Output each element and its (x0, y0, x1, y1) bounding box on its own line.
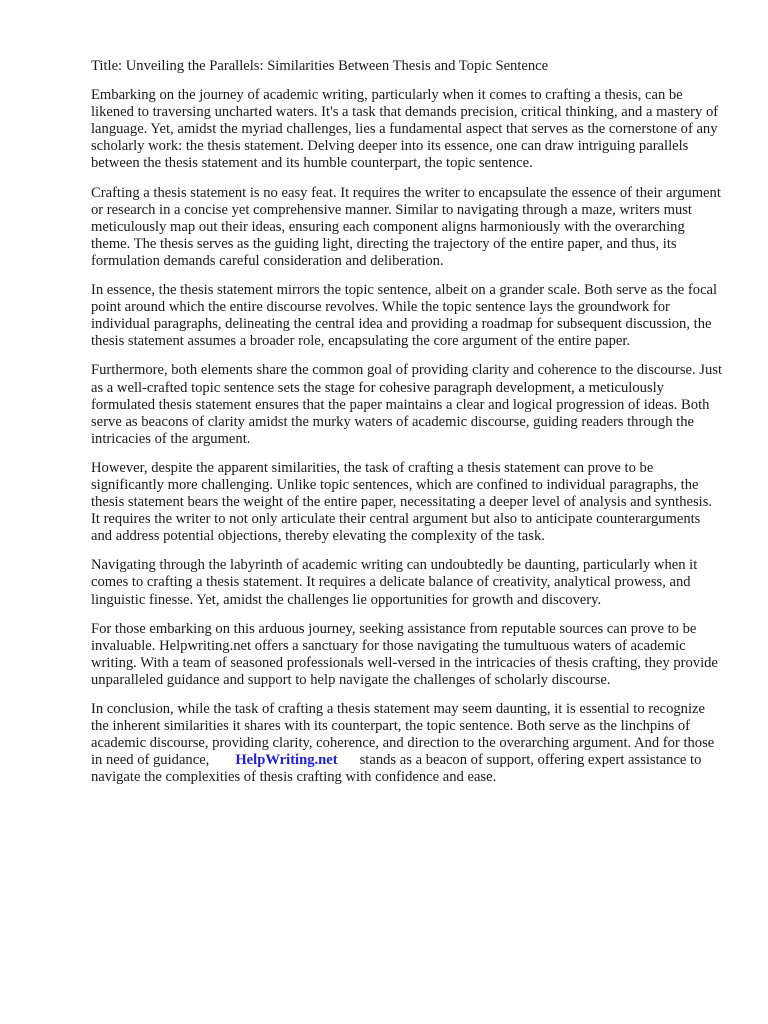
paragraph-conclusion (91, 701, 723, 786)
helpwriting-link[interactable]: HelpWriting.net (235, 752, 338, 769)
conclusion-text-before-link: In conclusion, while the task of crafting a thesis statement may seem daunting, it is essential to recognize the inherent similarities it shares with its counterpart, the topic sentence. Both serve as the linchpins of academic discourse, providing clarity, coherence, and direction to the overarching argument. And for those in need of guidance, (91, 701, 715, 769)
paragraph-intro: Embarking on the journey of academic writing, particularly when it comes to crafting a thesis, can be likened to traversing uncharted waters. It's a task that demands precision, critical thinking, and a mastery of language. Yet, amidst the myriad challenges, lies a fundamental aspect that serves as the cornerstone of any scholarly work: the thesis statement. Delving deeper into its essence, one can draw intriguing parallels between the thesis statement and its humble counterpart, the topic sentence. (91, 87, 719, 172)
document-page (91, 58, 723, 786)
paragraph-clarity: Furthermore, both elements share the common goal of providing clarity and coherence to the discourse. Just as a well-crafted topic sentence sets the stage for cohesive paragraph development, a meticulously formulated thesis statement ensures that the paper maintains a clear and logical progression of ideas. Both serve as beacons of clarity amidst the murky waters of academic discourse, guiding readers through the intricacies of the argument. (91, 362, 723, 447)
paragraph-challenges: However, despite the apparent similarities, the task of crafting a thesis statement can prove to be significantly more challenging. Unlike topic sentences, which are confined to individual paragraphs, the thesis statement bears the weight of the entire paper, necessitating a deeper level of analysis and synthesis. It requires the writer to not only articulate their central argument but also to anticipate counterarguments and address potential objections, thereby elevating the complexity of the task. (91, 459, 713, 545)
paragraph-essence: In essence, the thesis statement mirrors the topic sentence, albeit on a grander scale. Both serve as the focal point around which the entire discourse revolves. While the topic sentence lays the groundwork for individual paragraphs, delineating the central idea and providing a roadmap for subsequent discussion, the thesis statement assumes a broader role, encapsulating the core argument of the entire paper. (91, 282, 718, 350)
paragraph-labyrinth: Navigating through the labyrinth of academic writing can undoubtedly be daunting, particularly when it comes to crafting a thesis statement. It requires a delicate balance of creativity, analytical prowess, and linguistic finesse. Yet, amidst the challenges lie opportunities for growth and discovery. (91, 557, 698, 608)
paragraph-crafting-thesis: Crafting a thesis statement is no easy feat. It requires the writer to encapsulate the essence of their argument or research in a concise yet comprehensive manner. Similar to navigating through a maze, writers must meticulously map out their ideas, ensuring each component aligns harmoniously with the overarching theme. The thesis serves as the guiding light, directing the trajectory of the entire paper, and thus, its formulation demands careful consideration and deliberation. (91, 184, 721, 269)
conclusion-text-after-link: stands as a beacon of support, offering expert assistance to navigate the complexities of thesis crafting with confidence and ease. (91, 752, 702, 786)
paragraph-assistance: For those embarking on this arduous journey, seeking assistance from reputable sources can prove to be invaluable. Helpwriting.net offers a sanctuary for those navigating the tumultuous waters of academic writing. With a team of seasoned professionals well-versed in the intricacies of thesis crafting, they provide unparalleled guidance and support to help navigate the challenges of scholarly discourse. (91, 620, 718, 688)
document-title: Title: Unveiling the Parallels: Similarities Between Thesis and Topic Sentence (91, 58, 549, 74)
